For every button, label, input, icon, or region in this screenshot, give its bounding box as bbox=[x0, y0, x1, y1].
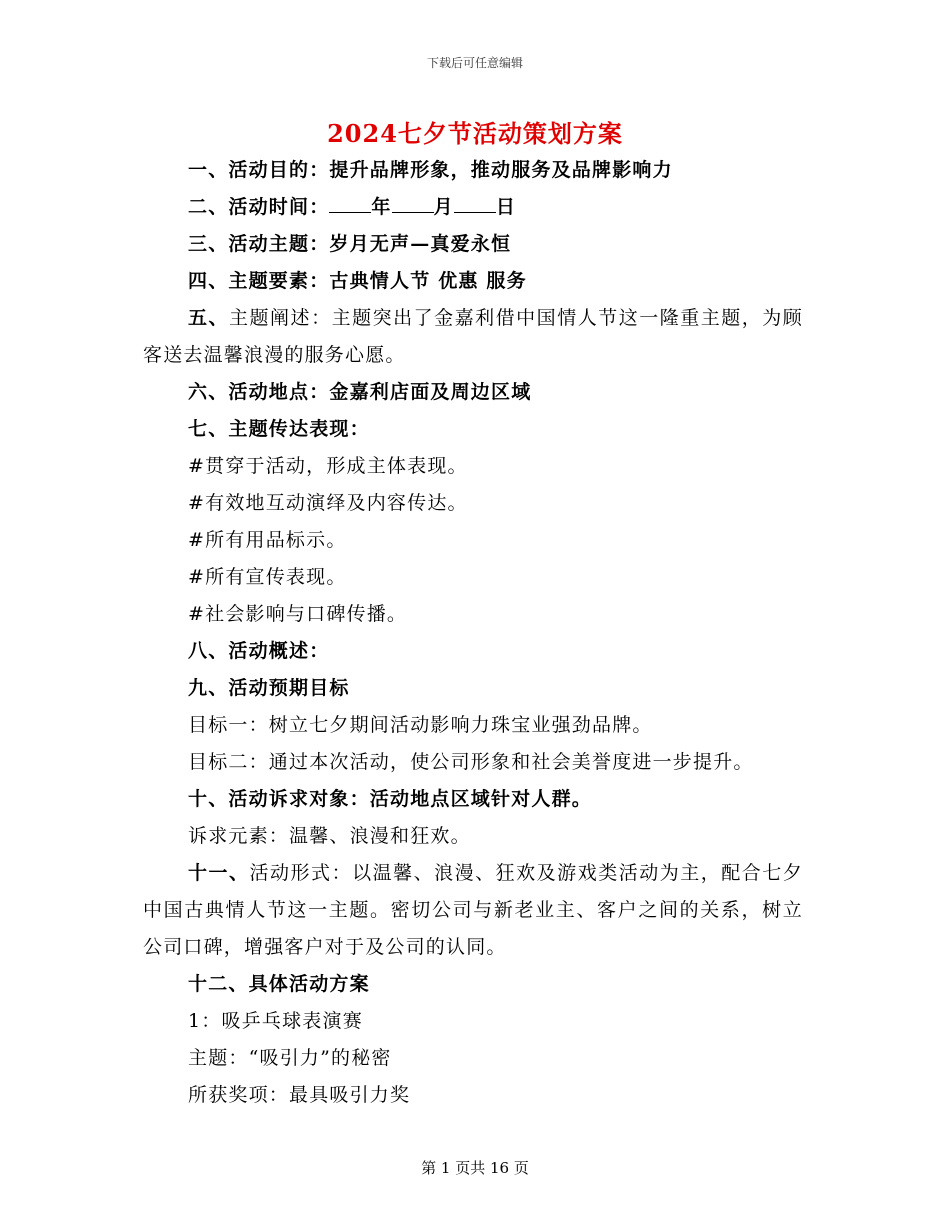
appeal-elements: 诉求元素：温馨、浪漫和狂欢。 bbox=[188, 825, 471, 847]
plan-item: 所获奖项：最具吸引力奖 bbox=[188, 1084, 411, 1106]
plan-item: 主题：“吸引力”的秘密 bbox=[188, 1047, 392, 1069]
year-blank bbox=[329, 194, 371, 213]
section-description bbox=[143, 300, 803, 374]
section-format-text: 活动形式：以温馨、浪漫、狂欢及游戏类活动为主，配合七夕中国古典情人节这一主题。密切公司与新老业主、客户之间的关系，树立公司口碑，增强客户对于及公司的认同。 bbox=[143, 862, 803, 958]
section-elements: 四、主题要素：古典情人节 优惠 服务 bbox=[188, 270, 527, 292]
section-description-number: 五、 bbox=[188, 307, 230, 329]
expression-item: #所有用品标示。 bbox=[188, 529, 347, 551]
month-label: 月 bbox=[433, 196, 454, 218]
section-location: 六、活动地点：金嘉利店面及周边区域 bbox=[188, 381, 532, 403]
goal-item: 目标二：通过本次活动，使公司形象和社会美誉度进一步提升。 bbox=[188, 751, 754, 773]
header-note: 下载后可任意编辑 bbox=[426, 56, 523, 70]
month-blank bbox=[392, 194, 434, 213]
section-description-text: 主题阐述：主题突出了金嘉利借中国情人节这一隆重主题，为顾客送去温馨浪漫的服务心愿。 bbox=[143, 307, 803, 366]
section-overview: 八、活动概述： bbox=[188, 640, 330, 662]
expression-item: #所有宣传表现。 bbox=[188, 566, 347, 588]
plan-item: 1：吸乒乓球表演赛 bbox=[188, 1010, 363, 1032]
section-time bbox=[143, 189, 803, 226]
section-expression: 七、主题传达表现： bbox=[188, 418, 370, 440]
day-label: 日 bbox=[495, 196, 517, 218]
day-blank bbox=[454, 194, 496, 213]
section-goals: 九、活动预期目标 bbox=[188, 677, 350, 699]
page-footer: 第 1 页共 16 页 bbox=[421, 1159, 529, 1177]
expression-item: #社会影响与口碑传播。 bbox=[188, 603, 408, 625]
goal-item: 目标一：树立七夕期间活动影响力珠宝业强劲品牌。 bbox=[188, 714, 653, 736]
section-plan: 十二、具体活动方案 bbox=[188, 973, 370, 995]
section-audience: 十、活动诉求对象：活动地点区域针对人群。 bbox=[188, 788, 593, 810]
document-body bbox=[143, 152, 803, 1114]
section-format bbox=[143, 855, 803, 966]
year-label: 年 bbox=[371, 196, 392, 218]
document-title: 2024七夕节活动策划方案 bbox=[327, 119, 623, 148]
section-time-label: 二、活动时间： bbox=[188, 196, 330, 218]
section-purpose: 一、活动目的：提升品牌形象，推动服务及品牌影响力 bbox=[188, 159, 673, 181]
section-format-number: 十一、 bbox=[188, 862, 250, 884]
expression-item: #有效地互动演绎及内容传达。 bbox=[188, 492, 468, 514]
section-theme: 三、活动主题：岁月无声—真爱永恒 bbox=[188, 233, 512, 255]
expression-item: #贯穿于活动，形成主体表现。 bbox=[188, 455, 468, 477]
